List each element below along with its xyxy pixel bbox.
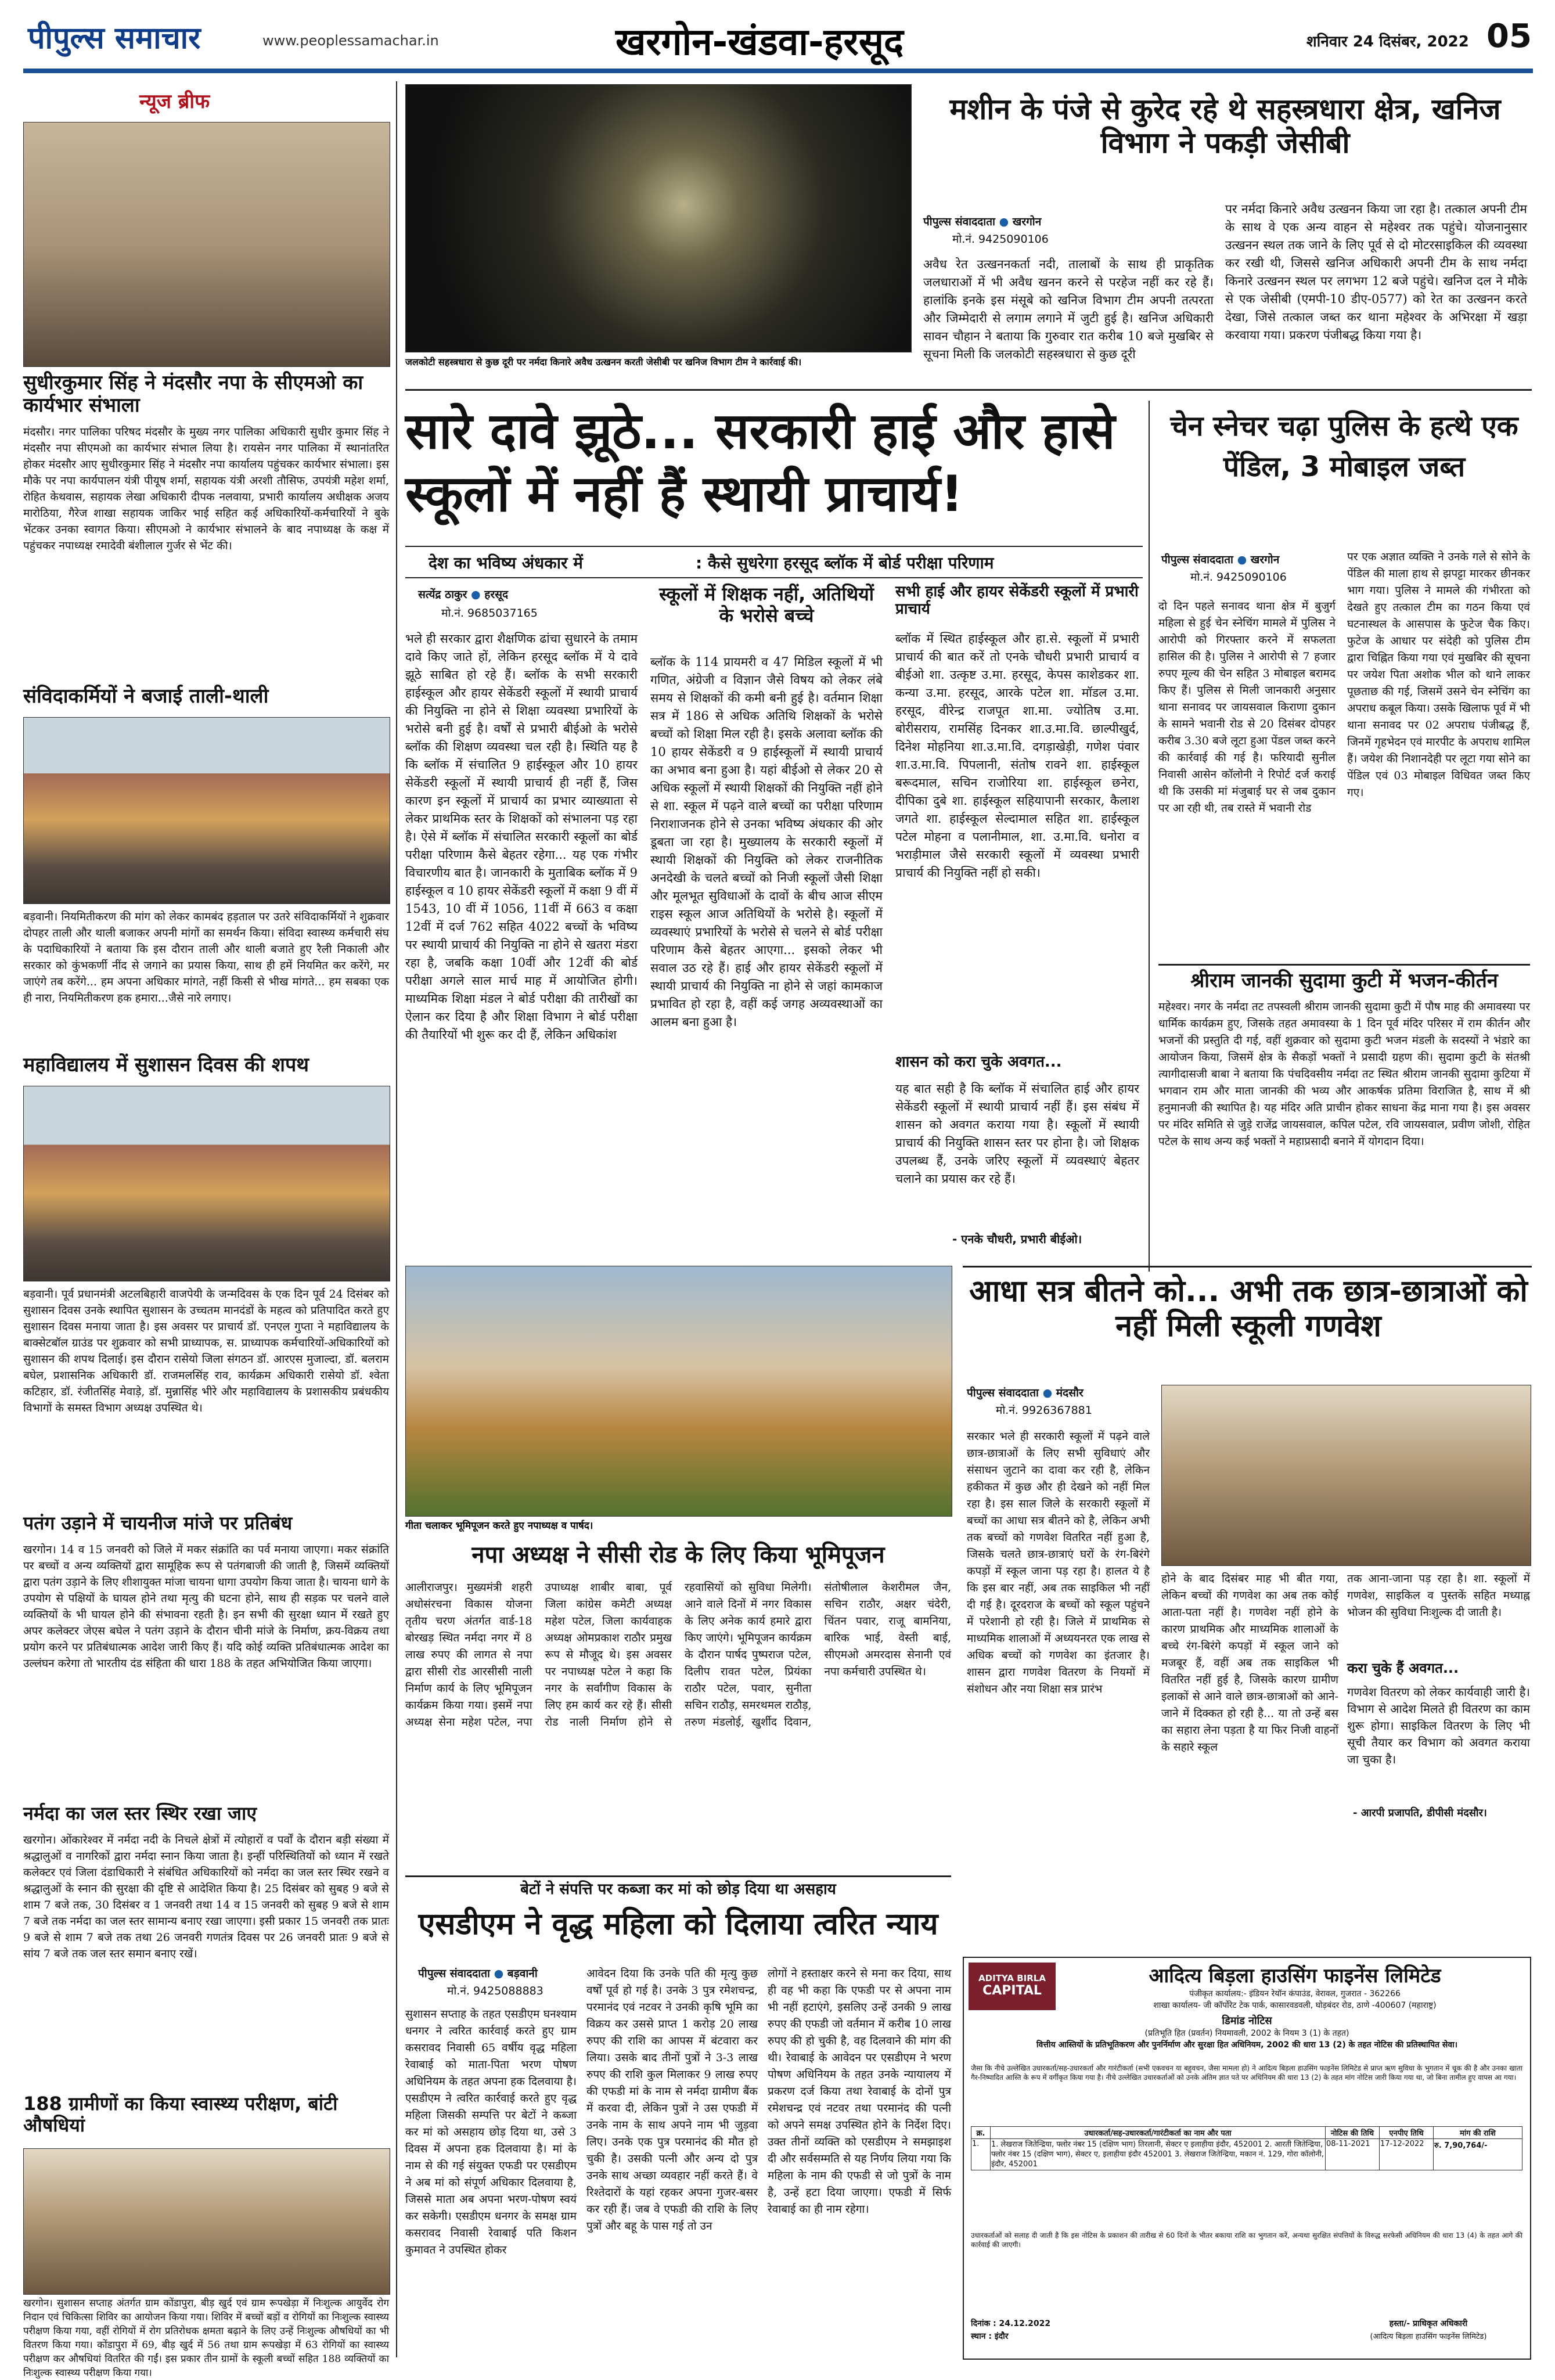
- mining-headline: मशीन के पंजे से कुरेद रहे थे सहस्त्रधारा क्षेत्र, खनिज विभाग ने पकड़ी जेसीबी: [949, 92, 1501, 160]
- ad-address: पंजीकृत कार्यालय:- इंडियन रेयॉन कंपाउंड, वेरावल, गुजरात - 362266: [1189, 1989, 1401, 1999]
- photo-caption: गीता चलाकर भूमिपूजन करते हुए नपाध्यक्ष व पार्षद।: [405, 1520, 593, 1532]
- brief-photo-protest: [23, 717, 390, 904]
- page-number: 05: [1486, 17, 1532, 55]
- ad-notice-sub: वित्तीय आस्तियों के प्रतिभूतिकरण और पुनर्निर्माण और सुरक्षा हित अधिनियम, 2002 की धारा 13 (2) के तहत नोटिस की प्रतिस्थापित सेवा।: [1036, 2040, 1458, 2050]
- ad-footer: उधारकर्ताओं को सलाह दी जाती है कि इस नोटिस के प्रकाशन की तारीख से 60 दिनों के भीतर बकाया राशि का भुगतान करें, अन्यथा सुरक्षित संपत्तियों के विरुद्ध सरफेसी अधिनियम की धारा 13 (4) के तहत आगे की कार्रवाई की जाएगी।: [971, 2231, 1522, 2249]
- logo: पीपुल्स समाचार: [28, 21, 201, 56]
- quote-attribution: - आरपी प्रजापति, डीपीसी मंदसौर।: [1353, 1807, 1487, 1819]
- main-col-3: ब्लॉक में स्थित हाईस्कूल और हा.से. स्कूलों में प्रभारी प्राचार्य की बात करें तो एनके चौधरी प्रभारी प्राचार्य व बीईओ शा. उत्कृष्ट उ.मा. हरसूद, केपस काशेडकर शा. कन्या उ.मा. हरसूद, आरके पटेल शा. मॉडल उ.मा. हरसूद, वीरेन्द्र राजपूत शा.मा. ज्योतिष उ.मा. बोरीसराय, रामसिंह दिनकर शा.उ.मा.वि. छाल्पीखुर्द, दिनेश मोहनिया शा.उ.मा.वि. दगड़ाखेड़ी, गणेश पंवार शा.उ.मा.वि. पिपलानी, संतोष रावने शा. हाईस्कूल बरूदमाल, सचिन राजोरिया शा. हाईस्कूल छनेरा, दीपिका दुबे शा. हाईस्कूल सहियापानी सरकार, कैलाश जगते शा. हाईस्कूल सेल्दामाल सहित शा. हाईस्कूल पटेल मोहना व पलानीमाल, शा. उ.मा.वि. धनोरा व भराड़ीमाल जैसे सरकारी स्कूलों में व्यवस्था प्रभारी प्राचार्य की नियुक्ति नहीं हो सकी।: [895, 632, 1139, 880]
- chain-col-2: पर एक अज्ञात व्यक्ति ने उनके गले से सोने के पेंडिल की माला हाथ से झपट्टा मारकर छीनकर भाग गया। पुलिस ने मामले की गंभीरता को देखते हुए तत्काल टीम का गठन किया एवं घटनास्थल के आसपास के फुटेज चैक किए। फुटेज के आधार पर संदेही को पुलिस टीम द्वारा चिह्नित किया गया एवं मुखबिर की सूचना पर जयेश पिता अशोक भील को थाने लाकर पूछताछ की गई, जिसमें उसने चेन स्नेचिंग का अपराध कबूल किया। उसके खिलाफ पूर्व में भी थाना सनावद पर 02 अपराध पंजीबद्ध हैं, जिनमें गृहभेदन एवं मारपीट के अपराध शामिल हैं। जयेश की निशानदेही पर लूटा गया सोने का पेंडिल एवं 03 मोबाइल विधिवत जब्त किए गए।: [1347, 550, 1530, 799]
- brief-body: बड़वानी। नियमितीकरण की मांग को लेकर कामबंद हड़ताल पर उतरे संविदाकर्मियों ने शुक्रवार दोपहर ताली और थाली बजाकर अपनी मांगों का समर्थन किया। संविदा स्वास्थ्य कर्मचारी संघ के पदाधिकारियों ने बताया कि इस दौरान ताली और थाली बजाते हुए रैली निकाली और सरकार को कुंभकर्णी नींद से जगाने का प्रयास किया, साथ ही हमें नियमित कर करेंगे, मर जाएंगे तब करेंगे... हम अपना अधिकार मांगते, नहीं किसी से भीख मांगते... हम सबका एक ही नारा, नियमितीकरण हक हमारा...जैसे नारे लगाए।: [23, 910, 389, 1004]
- chain-col-1: दो दिन पहले सनावद थाना क्षेत्र में बुजुर्ग महिला से हुई चेन स्नेचिंग मामले में पुलिस ने आरोपी को गिरफ्तार करने में सफलता हासिल की है। पुलिस ने आरोपी से 7 हजार रुपए मूल्य की चेन सहित 3 मोबाइल बरामद किए हैं। पुलिस से मिली जानकारी अनुसार थाना सनावद पर जायसवाल किराणा दुकान के सामने भवानी रोड से 20 दिसंबर दोपहर करीब 3.30 बजे लूटा हुआ पेंडल जब्त करने की कार्रवाई की गई है। फरियादी सुनील निवासी आसेन कॉलोनी ने रिपोर्ट दर्ज कराई थी कि उसकी मां मंजुबाई घर से जब दुकान पर आ रही थी, तब रास्ते में भवानी रोड: [1158, 600, 1336, 815]
- ad-table: [971, 2126, 1522, 2170]
- main-headline: सारे दावे झूठे... सरकारी हाई और हासे स्कूलों में नहीं हैं स्थायी प्राचार्य!: [405, 402, 1115, 523]
- uniform-quote: गणवेश वितरण को लेकर कार्यवाही जारी है। विभाग से आदेश मिलते ही वितरण का काम शुरू होगा। साइकिल वितरण के लिए भी सूची तैयार कर विभाग को अवगत कराया जा चुका है।: [1347, 1685, 1530, 1766]
- issue-date: शनिवार 24 दिसंबर, 2022: [1306, 33, 1469, 51]
- brief-body: खरगोन। ओंकारेश्वर में नर्मदा नदी के निचले क्षेत्रों में त्योहारों व पर्वों के दौरान बड़ी संख्या में श्रद्धालुओं व नागरिकों द्वारा नर्मदा स्नान किया जाता है। इन्हीं परिस्थितियों को ध्यान में रखते कलेक्टर एवं जिला दंडाधिकारी ने संबंधित अधिकारियों को नर्मदा का जल स्तर स्थिर रखने व श्रद्धालुओं के स्नान की सुरक्षा की दृष्टि से आदेशित किया है। 25 दिसंबर को सुबह 9 बजे से शाम 7 बजे तक, 30 दिसंबर व 1 जनवरी तथा 14 व 15 जनवरी को सुबह 9 बजे से शाम 7 बजे तक नर्मदा का जल स्तर सामान्य बनाए रखा जाएगा। इसी प्रकार 15 जनवरी तक प्रातः 9 बजे से शाम 7 बजे तक तथा 26 जनवरी गणतंत्र दिवस पर 26 जनवरी प्रातः 9 बजे से सांय 7 बजे तक जल स्तर समान बनाए रखें।: [23, 1834, 389, 1960]
- photo-jcb: [405, 84, 912, 352]
- ad-signatory: हस्ता/- प्राधिकृत अधिकारी: [1389, 2319, 1468, 2328]
- section-rule: [405, 1875, 951, 1877]
- quote-attribution: - एनके चौधरी, प्रभारी बीईओ।: [952, 1232, 1082, 1246]
- table-header: मांग की राशि: [1434, 2127, 1522, 2139]
- mobile-number: मो.नं. 9926367881: [996, 1404, 1092, 1417]
- ad-intro: जैसा कि नीचे उल्लेखित उधारकर्ता/सह-उधारकर्ता और गारंटीकर्ता (सभी एकवचन या बहुवचन, जैसा मामला हो) ने आदित्य बिड़ला हाउसिंग फाइनेंस लिमिटेड से प्राप्त ऋण सुविधा के भुगतान में चूक की है और उनका खाता गैर-निष्पादित आस्ति के रूप में वर्गीकृत किया गया है। नीचे उल्लेखित उधारकर्ताओं को उनके अंतिम ज्ञात पते पर अधिनियम की धारा 13 (2) के तहत मांग नोटिस जारी किया गया था, जो बिना तामील हुए वापस आ गया।: [971, 2064, 1522, 2082]
- sdm-col-1: सुशासन सप्ताह के तहत एसडीएम घनश्याम धनगर ने त्वरित कार्रवाई करते हुए ग्राम कसरावद निवासी 65 वर्षीय वृद्ध महिला रेवाबाई को माता-पिता भरण पोषण अधिनियम के तहत अपना हक दिलवाया है। एसडीएम ने त्वरित कार्रवाई करते हुए वृद्ध महिला जिसकी सम्पत्ति पर बेटों ने कब्जा कर मां को असहाय छोड़ दिया था, उसे 3 दिवस में अपना हक दिलवाया है। मां के नाम से की गई संयुक्त एफडी पर एसडीएम ने अब मां को संपूर्ण अधिकार दिलवाया है, जिससे माता अब अपना भरण-पोषण स्वयं कर सकेगी। एसडीएम धनगर के समक्ष ग्राम कसरावद निवासी रेवाबाई पति किशन कुमावत ने उपस्थित होकर: [405, 2008, 577, 2256]
- bhajan-headline: श्रीराम जानकी सुदामा कुटी में भजन-कीर्तन: [1190, 969, 1498, 992]
- brief-photo-oath: [23, 1086, 390, 1281]
- site-url: www.peoplessamachar.in: [262, 33, 439, 49]
- mining-col-2: पर नर्मदा किनारे अवैध उत्खनन किया जा रहा है। तत्काल अपनी टीम के साथ वे एक अन्य वाहन से महेश्वर तक पहुंचे। योजनानुसार उत्खनन स्थल तक जाने के लिए पूर्व से दो मोटरसाइकिल की व्यवस्था कर रखी थी, जिससे खनिज अधिकारी अपनी टीम के साथ नर्मदा किनारे उत्खनन स्थल पर लगभग 12 बजे पहुंचे। खनिज दल ने मौके से एक जेसीबी (एमपी-10 डीए-0577) को रेत का उत्खनन करते देखा, जिसे तत्काल जब्त कर थाना महेश्वर के अभिरक्षा में खड़ा करवाया गया। प्रकरण पंजीबद्ध किया गया है।: [1225, 202, 1527, 342]
- masthead: [0, 0, 1555, 70]
- kicker-left: देश का भविष्य अंधकार में: [429, 553, 583, 573]
- kicker-right: : कैसे सुधरेगा हरसूद ब्लॉक में बोर्ड परीक्षा परिणाम: [696, 553, 994, 573]
- quote-label: करा चुके हैं अवगत...: [1347, 1660, 1459, 1676]
- table-header: नोटिस की तिथि: [1326, 2127, 1380, 2139]
- table-cell: 17-12-2022: [1380, 2139, 1434, 2170]
- cc-road-headline: नपा अध्यक्ष ने सीसी रोड के लिए किया भूमिपूजन: [471, 1542, 885, 1568]
- photo-bhoomipujan: [405, 1266, 952, 1517]
- chain-headline: चेन स्नेचर चढ़ा पुलिस के हत्थे एक पेंडिल, 3 मोबाइल जब्त: [1170, 410, 1518, 483]
- mobile-number: मो.नं. 9685037165: [441, 607, 538, 620]
- brief-headline: महाविद्यालय में सुशासन दिवस की शपथ: [23, 1053, 309, 1076]
- byline: पीपुल्स संवाददाता ● खरगोन: [1161, 553, 1280, 566]
- column-divider: [396, 81, 397, 2357]
- mobile-number: मो.नं. 9425088883: [447, 1985, 543, 1997]
- section-rule: [1158, 964, 1530, 966]
- sdm-col-3: लोगों ने हस्ताक्षर करने से मना कर दिया, साथ ही वह भी कहा कि एफडी पर से अपना नाम भी नहीं हटाएंगे, इसलिए उन्हें उनकी 9 लाख रुपए की एफडी जो वर्तमान में करीब 10 लाख रुपए की हो चुकी है, वह दिलवाने की मांग की थी। रेवाबाई के आवेदन पर एसडीएम ने भरण पोषण अधिनियम के तहत उनके न्यायालय में प्रकरण दर्ज किया तथा रेवाबाई के दोनों पुत्र रमेशचन्द्र एवं नटवर तथा परमानंद की पत्नी को अपने समक्ष उपस्थित होने के निर्देश दिए। उक्त तीनों व्यक्ति को एसडीएम ने समझाइश दी और सर्वसम्मति से यह निर्णय लिया गया कि महिला के नाम की एफडी से जो पुत्रों के नाम है, उन्हें हटा दिया जाएगा। एफडी में सिर्फ रेवाबाई का ही नाम रहेगा।: [768, 1967, 951, 2216]
- table-cell: 1.: [971, 2139, 991, 2170]
- brief-headline: पतंग उड़ाने में चायनीज मांजे पर प्रतिबंध: [23, 1512, 293, 1534]
- byline: सत्येंद्र ठाकुर ● हरसूद: [418, 588, 509, 601]
- brief-photo-health: [23, 2148, 390, 2295]
- column-divider: [1149, 401, 1150, 1272]
- sdm-col-2: आवेदन दिया कि उनके पति की मृत्यु कुछ वर्षों पूर्व हो गई है। उनके 3 पुत्र रमेशचन्द्र, परमानंद एवं नटवर ने उनकी कृषि भूमि का विक्रय कर उससे प्राप्त 1 करोड़ 20 लाख रुपए की राशि का आपस में बंटवारा कर लिया। उसके बाद तीनों पुत्रों ने 3-3 लाख रुपए की राशि कुल मिलाकर 9 लाख रुपए की एफडी मां के नाम से नर्मदा ग्रामीण बैंक में करवा दी, लेकिन पुत्रों ने उस एफडी में उनके नाम के साथ अपने नाम भी जुड़वा लिए। उनके एक पुत्र परमानंद की मौत हो चुकी है। उसकी पत्नी और अन्य दो पुत्र उनके साथ अच्छा व्यवहार नहीं करते हैं। वे रिश्तेदारों के यहां रहकर अपना गुजर-बसर कर रही हैं। जब वे एफडी की राशि के लिए पुत्रों और बहू के पास गई तो उन: [586, 1967, 758, 2233]
- section-title: खरगोन-खंडवा-हरसूद: [615, 21, 904, 64]
- brief-headline: संविदाकर्मियों ने बजाई ताली-थाली: [23, 685, 269, 708]
- brand-logo: ADITYA BIRLA CAPITAL: [969, 1963, 1056, 2010]
- legal-notice-ad: [963, 1957, 1531, 2360]
- masthead-rule: [23, 69, 1533, 73]
- ad-notice-sub: (प्रतिभूति हित (प्रवर्तन) नियमावली, 2002 के नियम 3 (1) के तहत): [1144, 2029, 1349, 2038]
- brief-body: खरगोन। सुशासन सप्ताह अंतर्गत ग्राम कोंडापुरा, बीड़ खुर्द एवं ग्राम रूपखेड़ा में निःशुल्क आयुर्वेद रोग निदान एवं चिकित्सा शिविर का आयोजन किया गया। शिविर में बच्चों बड़ों व रोगियों का निःशुल्क स्वास्थ्य परीक्षण किया गया, वहीं रोगियों में रोग प्रतिरोधक क्षमता बढ़ाने के लिए उन्हें निःशुल्क औषधियों का भी वितरण किया गया। कोंडापुरा में 69, बीड़ खुर्द में 56 तथा ग्राम रूपखेड़ा में 63 रोगियों का स्वास्थ्य परीक्षण कर औषधियां वितरित की गईं। इस प्रकार तीन ग्रामों के स्कूली बच्चों सहित 188 व्यक्तियों का निःशुल्क स्वास्थ्य परीक्षण किया गया।: [23, 2298, 389, 2379]
- table-cell: रु. 7,90,764/-: [1434, 2139, 1522, 2170]
- uniform-col-1: सरकार भले ही सरकारी स्कूलों में पढ़ने वाले छात्र-छात्राओं के लिए सभी सुविधाएं और संसाधन जुटाने का दावा कर रही है, लेकिन हकीकत में कुछ और ही देखने को नहीं मिल रहा है। इस साल जिले के सरकारी स्कूलों में बच्चों का आधा सत्र बीतने को है, लेकिन अभी तक बच्चों को गणवेश वितरित नहीं हुआ है, जिसके चलते छात्र-छात्राएं घरों के रंग-बिरंगे कपड़ों में स्कूल जाना पड़ रहा है। हालत ये है कि इस बार नहीं, अब तक साइकिल भी नहीं दी गई है। दूरदराज के बच्चों को स्कूल पहुंचने में परेशानी हो रही है। जिले में प्राथमिक से माध्यमिक शालाओं में अध्ययनरत एक लाख से अधिक बच्चों को गणवेश का इंतजार है। शासन द्वारा गणवेश वितरण के नियमों में संशोधन और नया शिक्षा सत्र प्रारंभ: [967, 1430, 1150, 1695]
- main-quote: यह बात सही है कि ब्लॉक में संचालित हाई और हायर सेकेंडरी स्कूलों में स्थायी प्राचार्य नहीं हैं। इस संबंध में शासन को अवगत कराया गया है। स्कूलों में स्थायी प्राचार्य की नियुक्ति शासन स्तर पर होना है। जो शिक्षक उपलब्ध हैं, उनके जरिए स्कूलों में व्यवस्थाएं बेहतर चलाने का प्रयास कर रहे हैं।: [895, 1082, 1139, 1186]
- main-subhead: सभी हाई और हायर सेकेंडरी स्कूलों में प्रभारी प्राचार्य: [895, 583, 1139, 618]
- ad-notice-title: डिमांड नोटिस: [1222, 2015, 1272, 2027]
- brief-photo-cmo: [23, 122, 390, 367]
- uniform-col-2: होने के बाद दिसंबर माह भी बीत गया, लेकिन बच्चों की गणवेश का अब तक कोई आता-पता नहीं है। गणवेश नहीं होने के कारण प्राथमिक और माध्यमिक शालाओं के बच्चे रंग-बिरंगे कपड़ों में स्कूल जाने को मजबूर हैं, वहीं अब तक साइकिल भी वितरित नहीं हुई है, जिसके कारण ग्रामीण इलाकों से आने वाले छात्र-छात्राओं को आने-जाने में दिक्कत हो रही है... या तो उन्हें बस का सहारा लेना पड़ता है या फिर निजी वाहनों के सहारे स्कूल: [1161, 1572, 1338, 1754]
- mobile-number: मो.नं. 9425090106: [952, 233, 1049, 246]
- table-header: उधारकर्ता/सह-उधारकर्ता/गारंटीकर्ता का नाम और पता: [991, 2127, 1326, 2139]
- photo-classroom: [1161, 1385, 1531, 1566]
- main-col-2: ब्लॉक के 114 प्रायमरी व 47 मिडिल स्कूलों में भी गणित, अंग्रेजी व विज्ञान जैसे विषय को लेकर लंबे समय से शिक्षकों की कमी बनी हुई है। वर्तमान शिक्षा सत्र में 186 से अधिक अतिथि शिक्षकों के भरोसे बच्चों को शिक्षा मिल रही है। इसके अलावा ब्लॉक की 10 हायर सेकेंडरी व 9 हाईस्कूलों में स्थायी प्राचार्य का अभाव बना हुआ है। यहां बीईओ से लेकर 20 से अधिक स्कूलों में स्थायी शिक्षकों की नियुक्ति नहीं होने से शा. स्कूल में पढ़ने वाले बच्चों का परीक्षा परिणाम निराशाजनक होने से उनका भविष्य अंधकार की ओर डूबता जा रहा है। मुख्यालय के सरकारी स्कूलों में स्थायी शिक्षकों की नियुक्ति को लेकर राजनीतिक अनदेखी के चलते बच्चों को निजी स्कूलों जैसी शिक्षा और मूलभूत सुविधाओं के दावों के बीच आज सीएम राइस स्कूल आज अतिथियों के भरोसे है। स्कूलों में व्यवस्थाएं प्रभारियों के भरोसे से चलने से बोर्ड परीक्षा परिणाम कैसे बेहतर आएगा... इसको लेकर भी सवाल उठ रहे हैं। हाई और हायर सेकेंडरी स्कूलों में स्थायी प्राचार्य की नियुक्ति ना होने से जहां कामकाज प्रभावित हो रहा है, वहीं कई जगह अव्यवस्थाओं का आलम बना हुआ है।: [650, 655, 883, 1029]
- photo-caption: जलकोटी सहस्त्रधारा से कुछ दूरी पर नर्मदा किनारे अवैध उत्खनन करती जेसीबी पर खनिज विभाग टीम ने कार्रवाई की।: [405, 357, 802, 368]
- bhajan-body: महेश्वर। नगर के नर्मदा तट तपस्वली श्रीराम जानकी सुदामा कुटी में पौष माह की अमावस्या पर धार्मिक कार्यक्रम हुए, जिसके तहत अमावस्या के 1 दिन पूर्व मंदिर परिसर में राम कीर्तन और भजनों की प्रस्तुति दी गई, वहीं शुक्रवार को सुदामा कुटी भजन मंडली के सदस्यों ने भंडारे का आयोजन किया, जिसमें क्षेत्र के सैकड़ों भक्तों ने प्रसादी ग्रहण की। सुदामा कुटी के संतश्री त्यागीदासजी बाबा ने बताया कि पंचदिवसीय नर्मदा तट स्थित श्रीराम जानकी सुदामा कुटिया में भगवान राम और माता जानकी की भव्य और आकर्षक प्रतिमा विराजित है, साथ में श्री हनुमानजी की स्थापित है। यह मंदिर अति प्राचीन होकर साधना केंद्र माना गया है। इस अवसर पर मंदिर समिति से जुड़े राजेंद्र जायसवाल, कपिल पटेल, रवि जायसवाल, प्रवीण जोशी, रोहित पटेल के साथ अन्य कई भक्तों ने महाप्रसादी बनाने में योगदान दिया।: [1158, 1000, 1530, 1148]
- section-rule: [405, 389, 1532, 391]
- table-cell: 08-11-2021: [1326, 2139, 1380, 2170]
- byline: पीपुल्स संवाददाता ● बड़वानी: [418, 1967, 538, 1980]
- table-cell: 1. लेखराज जितेन्द्रिया, फ्लोर नंबर 15 (दक्षिण भाग) तिरलानी, सेक्टर ए इलाहीया इंदौर, 452001 2. आरती जितेन्द्रिया, फ्लोर नंबर 15 (दक्षिण भाग), सेक्टर ए, इलाहीया इंदौर 452001 3. लेखराज जितेन्द्रिया, मकान नं. 129, गोरा कॉलोनी, इंदौर, 452001: [991, 2139, 1326, 2170]
- news-brief-label: न्यूज ब्रीफ: [139, 90, 210, 113]
- byline: पीपुल्स संवाददाता ● मंदसौर: [967, 1387, 1084, 1399]
- brief-body: खरगोन। 14 व 15 जनवरी को जिले में मकर संक्रांति का पर्व मनाया जाएगा। मकर संक्रांति पर बच्चों व अन्य व्यक्तियों द्वारा सामूहिक रूप से पतंगबाजी की जाती है, जिसमें व्यक्तियों द्वारा पतंग उड़ाने के लिए शीशायुक्त मांजा चायना धागा उपयोग किया जाता है। चायना धागे के उपयोग से पक्षियों के घायल होने तथा मृत्यु की घटना होने, साथ ही सड़क पर चलने वाले व्यक्तियों के भी घायल होने की संभावना रहती है। इन सभी की सुरक्षा ध्यान में रखते हुए अपर कलेक्टर जेएस बघेल ने पतंग उड़ाने के दौरान चीनी मांजे के निर्माण, क्रय-विक्रय तथा प्रयोग करने पर प्रतिबंधात्मक आदेश जारी किए हैं। यदि कोई व्यक्ति प्रतिबंधात्मक आदेश का उल्लंघन करेगा तो भारतीय दंड संहिता की धारा 188 के तहत अभियोजित किया जाएगा।: [23, 1543, 389, 1670]
- main-subhead: स्कूलों में शिक्षक नहीं, अतिथियों के भरोसे बच्चे: [658, 583, 874, 626]
- sdm-kicker: बेटों ने संपत्ति पर कब्जा कर मां को छोड़ दिया था असहाय: [520, 1881, 836, 1898]
- ad-place: स्थान : इंदौर: [971, 2332, 1009, 2341]
- ad-company: आदित्य बिड़ला हाउसिंग फाइनेंस लिमिटेड: [1149, 1964, 1441, 1987]
- byline: पीपुल्स संवाददाता ● खरगोन: [923, 215, 1042, 228]
- brief-body: मंदसौर। नगर पालिका परिषद मंदसौर के मुख्य नगर पालिका अधिकारी सुधीर कुमार सिंह ने मंदसौर नपा सीएमओ का कार्यभार संभाल लिया है। रायसेन नगर पालिका में स्थानांतरित होकर मंदसौर आए सुधीरकुमार सिंह ने मंदसौर नपा कार्यालय पहुंचकर कार्यभार संभाला। इस मौके पर नपा कार्यपालन यंत्री पीयूष शर्मा, सहायक यंत्री अरशी तौसिफ, उपयंत्री महेश शर्मा, रोहित केथवास, सहायक लेखा अधिकारी दीपक नलवाया, प्रभारी कार्यालय अधीक्षक अजय मारोठिया, गैरेज शाखा सहायक जाकिर भाई सहित कई अधिकारियों-कर्मचारियों ने बुके भेंटकर उनका स्वागत किया। सीएमओ ने कार्यभार संभालने के बाद नपाध्यक्ष के कक्ष में पहुंचकर नपाध्यक्ष रमादेवी बंशीलाल गुर्जर से भेंट की।: [23, 426, 389, 552]
- kicker-bar: [405, 546, 1143, 578]
- sdm-headline: एसडीएम ने वृद्ध महिला को दिलाया त्वरित न्याय: [418, 1907, 938, 1942]
- table-header: क्र.: [971, 2127, 991, 2139]
- table-header: एनपीए तिथि: [1380, 2127, 1434, 2139]
- news-brief-column: [23, 81, 389, 2379]
- brief-headline: 188 ग्रामीणों का किया स्वास्थ्य परीक्षण, बांटी औषधियां: [23, 2093, 338, 2136]
- ad-signatory-sub: (आदित्य बिड़ला हाउसिंग फाइनेंस लिमिटेड): [1370, 2332, 1487, 2341]
- mobile-number: मो.नं. 9425090106: [1190, 571, 1287, 584]
- brief-body: बड़वानी। पूर्व प्रधानमंत्री अटलबिहारी वाजपेयी के जन्मदिवस के एक दिन पूर्व 24 दिसंबर को सुशासन दिवस उनके स्थापित सुशासन के उच्चतम मानदंडों के महत्व को प्रतिपादित करते हुए सुशासन दिवस मनाया जाता है। इस अवसर पर प्राचार्य डॉ. एनएल गुप्ता ने महाविद्यालय के बाक्सेटबॉल ग्राउंड पर शुक्रवार को सभी प्राध्यापक, स. प्राध्यापक कर्मचारियों-अधिकारियों को सुशासन की शपथ दिलाई। इस दौरान रासेयो जिला संगठन डॉ. आरएस मुजाल्दा, डॉ. बलराम बघेल, प्रशासनिक अधिकारी डॉ. राजमलसिंह राव, कार्यक्रम अधिकारी रासेयो डॉ. श्वेता कटिहार, डॉ. रंजीतसिंह मेवाड़े, डॉ. मुन्नासिंह भीरे और महाविद्यालय के प्रशासकीय प्रबंधकीय विभागों के समस्त विभाग अध्यक्ष उपस्थित थे।: [23, 1288, 389, 1414]
- brief-headline: नर्मदा का जल स्तर स्थिर रखा जाए: [23, 1802, 257, 1824]
- main-col-1: भले ही सरकार द्वारा शैक्षणिक ढांचा सुधारने के तमाम दावे किए जाते हों, लेकिन हरसूद ब्लॉक में ये दावे झूठे साबित हो रहे हैं। ब्लॉक के सभी सरकारी हाईस्कूल और हायर सेकेंडरी स्कूलों में स्थायी प्राचार्य की नियुक्ति ना होने से शिक्षा व्यवस्था प्रभारियों के भरोसे बनी हुई है। वर्षों से प्रभारी बीईओ के भरोसे ब्लॉक की शिक्षण व्यवस्था चल रही है। स्थिति यह है कि ब्लॉक में संचालित 9 हाईस्कूल और 10 हायर सेकेंडरी स्कूलों में स्थायी प्राचार्य ही नहीं हैं, जिस कारण इन स्कूलों में प्राचार्य का प्रभार व्याख्याता से लेकर प्राथमिक स्तर के शिक्षकों को संभालना पड़ रहा है। ऐसे में ब्लॉक में संचालित सरकारी स्कूलों का बोर्ड परीक्षा परिणाम कैसे बेहतर रहेगा... यह एक गंभीर विचारणीय बात है। जानकारी के मुताबिक ब्लॉक में 9 हाईस्कूल व 10 हायर सेकेंडरी स्कूलों में कक्षा 9 वीं में 1543, 10 वीं में 1056, 11वीं में 663 व कक्षा 12वीं में दर्ज 762 सहित 4022 बच्चों के भविष्य पर स्थायी प्राचार्य की नियुक्ति ना होने से खतरा मंडरा रहा है, जबकि कक्षा 10वीं और 12वीं की बोर्ड परीक्षा अगले साल मार्च माह में आयोजित होगी। माध्यमिक शिक्षा मंडल ने बोर्ड परीक्षा की तारीखों का ऐलान कर दिया है और शिक्षा विभाग ने बोर्ड परीक्षा की तैयारियों भी शुरू कर दी हैं, लेकिन अधिकांश: [405, 632, 638, 1042]
- uniform-headline: आधा सत्र बीतने को... अभी तक छात्र-छात्राओं को नहीं मिली स्कूली गणवेश: [969, 1274, 1528, 1344]
- table-row: [971, 2139, 1522, 2170]
- brief-headline: सुधीरकुमार सिंह ने मंदसौर नपा के सीएमओ का कार्यभार संभाला: [23, 371, 363, 417]
- ad-address: शाखा कार्यालय- जी कॉर्पोरेट टेक पार्क, कासारवडवली, घोड़बंदर रोड, ठाणे -400607 (महाराष्ट्र): [1153, 2001, 1437, 2010]
- quote-label: शासन को करा चुके अवगत...: [895, 1053, 1062, 1071]
- ad-date: दिनांक : 24.12.2022: [971, 2319, 1051, 2328]
- mining-col-1: अवैध रेत उत्खननकर्ता नदी, तालाबों के साथ ही प्राकृतिक जलधाराओं में भी अवैध खनन करने से परहेज नहीं कर रहे हैं। हालांकि इनके इस मंसूबे को खनिज विभाग टीम अपनी तत्परता और जिम्मेदारी से लगाम लगाने में जुटी हुई है। खनिज अधिकारी सावन चौहान ने बताया कि गुरुवार रात करीब 10 बजे मुखबिर से सूचना मिली कि जलकोटी सहस्त्रधारा से कुछ दूरी: [923, 257, 1214, 361]
- section-rule: [963, 1266, 1532, 1268]
- uniform-col-3: तक आना-जाना पड़ रहा है। शा. स्कूलों में गणवेश, साइकिल व पुस्तकें सहित मध्याह्न भोजन की सुविधा निःशुल्क दी जाती है।: [1347, 1572, 1530, 1619]
- cc-road-body: आलीराजपुर। मुख्यमंत्री शहरी अधोसंरचना विकास योजना तृतीय चरण अंतर्गत वार्ड-18 बोरखड़ स्थित नर्मदा नगर में 8 लाख रुपए की लागत से नपा द्वारा सीसी रोड आरसीसी नाली निर्माण कार्य के लिए भूमिपूजन कार्यक्रम किया गया। इसमें नपा अध्यक्ष सेना महेश पटेल, नपा उपाध्यक्ष शाबीर बाबा, पूर्व जिला कांग्रेस कमेटी अध्यक्ष महेश पटेल, जिला कार्यवाहक अध्यक्ष ओमप्रकाश राठौर प्रमुख रूप से मौजूद थे। इस अवसर पर नपाध्यक्ष पटेल ने कहा कि नगर के सर्वांगीण विकास के लिए हम कार्य कर रहे हैं। सीसी रोड नाली निर्माण होने से रहवासियों को सुविधा मिलेगी। आने वाले दिनों में नगर विकास के लिए अनेक कार्य हमारे द्वारा किए जाएंगे। भूमिपूजन कार्यक्रम के दौरान पार्षद पुष्पराज पटेल, दिलीप रावत पटेल, प्रियंका राठौर पटेल, पवार, सुनीता सचिन राठौड़, समरथमल राठौड़, तरुण मंडलोई, खुर्शीद दिवान, संतोषीलाल केशरीमल जैन, सचिन राठौर, अक्षर चंदेरी, चिंतन पवार, राजू बामनिया, बारिक भाई, वेस्ती बाई, सीएमओ अमरदास सेनानी एवं नपा कर्मचारी उपस्थित थे।: [405, 1581, 951, 1729]
